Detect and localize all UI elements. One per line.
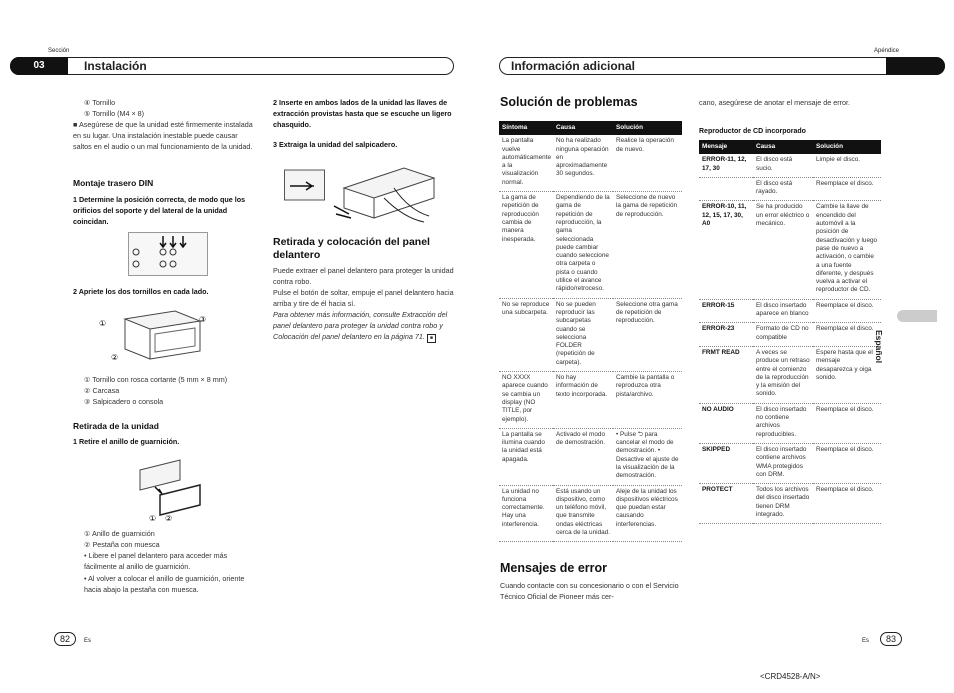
header-cause: Causa [553,121,613,135]
install-note: ■ Asegúrese de que la unidad esté firmemente instalada en su lugar. Una instalación inestable puede causar saltos en el audio o un mal funcionamiento de la unidad. [73,120,253,151]
cause-cell: El disco está rayado. [753,177,813,201]
cause-cell: El disco insertado aparece en blanco [753,299,813,323]
message-cell: PROTECT [699,484,753,524]
solution-cell: • Pulse ⮌ para cancelar el modo de demostración. • Desactive el ajuste de la visualización de la demostración. [613,428,682,485]
mount-holes-figure [128,232,208,276]
table-row [699,177,881,201]
cause-cell: Todos los archivos del disco insertado tienen DRM integrado. [753,484,813,524]
cause-cell: El disco insertado contiene archivos WMA protegidos con DRM. [753,443,813,483]
svg-text:③: ③ [199,315,207,324]
troubleshooting-table [499,121,682,542]
bullet-reattach-ring: • Al volver a colocar el anillo de guarnición, oriente hacia abajo la pestaña con muesca. [84,574,245,594]
table-row [499,298,682,371]
legend-item-4: ④ Tornillo [84,98,116,107]
svg-text:①: ① [149,514,157,523]
table-row [499,372,682,429]
message-cell: ERROR-10, 11, 12, 15, 17, 30, A0 [699,201,753,299]
cause-cell: Activado el modo de demostración. [553,428,613,485]
section-label: Sección [48,48,70,54]
solution-cell: Espere hasta que el mensaje desaparezca y oiga sonido. [813,346,881,403]
left-header-bar [10,57,454,75]
solution-cell: Cambie la llave de encendido del automóvil a la posición de desactivación y luego pase de nuevo a activación, o cambie a una fuente diferente, y después vuelva a activar el reproductor de CD. [813,201,881,299]
solution-cell: Realice la operación de nuevo. [613,135,682,191]
solution-cell: Limpie el disco. [813,154,881,177]
table-row [699,201,881,299]
svg-text:①: ① [99,319,107,328]
section-number: 03 [10,57,68,75]
troubleshooting-header-row [499,121,682,135]
cause-cell: El disco está sucio. [753,154,813,177]
language-tab [897,310,937,322]
svg-text:②: ② [165,514,173,523]
solution-cell: Seleccione de nuevo la gama de repetición de reproducción. [613,192,682,299]
table-row [499,485,682,542]
header-solution: Solución [813,140,881,154]
cd-player-title: Reproductor de CD incorporado [699,128,806,135]
error-header-row [699,140,881,154]
legend-item-5: ⑤ Tornillo (M4 × 8) [84,109,145,118]
left-col1-top [84,97,259,119]
solution-cell: Reemplace el disco. [813,323,881,347]
right-page-number: 83 [880,632,902,646]
header-cause: Causa [753,140,813,154]
screw-mount-figure [95,304,215,364]
mount-legend [84,374,259,407]
symptom-cell: NO XXXX aparece cuando se cambia un display (NO TITLE, por ejemplo). [499,372,553,429]
panel-title: Retirada y colocación del panel delantero [273,236,430,261]
header-symptom: Síntoma [499,121,553,135]
left-page-title: Instalación [84,59,147,73]
end-mark: ■ [427,334,436,343]
symptom-cell: No se reproduce una subcarpeta. [499,298,553,371]
symptom-cell: La pantalla se ilumina cuando la unidad está apagada. [499,428,553,485]
table-row [699,403,881,443]
cause-cell: Está usando un dispositivo, como un teléfono móvil, que transmite ondas eléctricas cerca de la unidad. [553,485,613,542]
header-message: Mensaje [699,140,753,154]
error-messages-title: Mensajes de error [500,561,607,575]
appendix-label: Apéndice [874,48,900,54]
montaje-step-2: 2 Apriete los dos tornillos en cada lado. [73,287,209,296]
message-cell: ERROR-23 [699,323,753,347]
solution-cell: Reemplace el disco. [813,484,881,524]
right-header-tab [886,57,945,75]
troubleshooting-title: Solución de problemas [500,95,638,109]
trim-bullets [84,550,260,595]
table-row [699,154,881,177]
trim-legend [84,528,259,550]
legend-dashboard: ③ Salpicadero o consola [84,397,164,406]
message-cell: ERROR-11, 12, 17, 30 [699,154,753,177]
extraction-keys-figure [284,158,442,226]
language-tab-label: Español [874,330,884,364]
left-page-number: 82 [54,632,76,646]
legend-trim-ring: ① Anillo de guarnición [84,529,155,538]
panel-para-1: Puede extraer el panel delantero para proteger la unidad contra robo. [273,266,454,286]
legend-housing: ② Carcasa [84,386,120,395]
bullet-release-panel: • Libere el panel delantero para acceder más fácilmente al anillo de guarnición. [84,551,228,571]
cause-cell: El disco insertado no contiene archivos reproducibles. [753,403,813,443]
message-cell: ERROR-15 [699,299,753,323]
message-cell [699,177,753,201]
legend-screw: ① Tornillo con rosca cortante (5 mm × 8 mm) [84,375,228,384]
extract-step-3: 3 Extraiga la unidad del salpicadero. [273,140,398,149]
panel-para-3: Para obtener más información, consulte Extracción del panel delantero para proteger la unidad contra robo y Colocación del panel delantero en la página 71. [273,310,448,341]
cause-cell: No ha realizado ninguna operación en aproximadamente 30 segundos. [553,135,613,191]
table-row [699,484,881,524]
cause-cell: No se pueden reproducir las subcarpetas cuando se selecciona FOLDER (repetición de carpeta). [553,298,613,371]
header-solution: Solución [613,121,682,135]
legend-notched-tab: ② Pestaña con muesca [84,540,160,549]
cause-cell: No hay información de texto incorporada. [553,372,613,429]
right-lang-code: Es [862,638,870,644]
cause-cell: Se ha producido un error eléctrico o mecánico. [753,201,813,299]
svg-text:②: ② [111,353,119,362]
message-cell: SKIPPED [699,443,753,483]
table-row [699,443,881,483]
table-row [699,323,881,347]
panel-para-2: Pulse el botón de soltar, empuje el panel delantero hacia arriba y tire de él hacia sí. [273,288,454,308]
symptom-cell: La unidad no funciona correctamente. Hay una interferencia. [499,485,553,542]
right-page-title: Información adicional [511,59,636,73]
panel-text [273,265,455,343]
symptom-cell: La pantalla vuelve automáticamente a la visualización normal. [499,135,553,191]
left-lang-code: Es [84,638,92,644]
error-messages-table [699,140,881,524]
solution-cell: Reemplace el disco. [813,299,881,323]
solution-cell: Cambie la pantalla o reproduzca otra pista/archivo. [613,372,682,429]
message-cell: FRMT READ [699,346,753,403]
retirada-title: Retirada de la unidad [73,421,159,431]
solution-cell: Seleccione otra gama de repetición de reproducción. [613,298,682,371]
solution-cell: Reemplace el disco. [813,443,881,483]
table-row [499,135,682,191]
cause-cell: Dependiendo de la gama de repetición de reproducción, la gama seleccionada puede cambiar cuando seleccione otra carpeta o pista o cuando utilice el avance rápido/retroceso. [553,192,613,299]
table-row [499,428,682,485]
table-row [699,346,881,403]
error-messages-intro: Cuando contacte con su concesionario o con el Servicio Técnico Oficial de Pioneer más cer- [500,581,679,601]
table-row [499,192,682,299]
extract-step-2: 2 Inserte en ambos lados de la unidad las llaves de extracción provistas hasta que se escuche un ligero chasquido. [273,98,452,129]
table-row [699,299,881,323]
montaje-step-1: 1 Determine la posición correcta, de modo que los orificios del soporte y del lateral de la unidad coincidan. [73,195,246,226]
trim-ring-figure [135,455,215,525]
solution-cell: Aleje de la unidad los dispositivos eléctricos que puedan estar causando interferencias. [613,485,682,542]
error-intro-continued: cano, asegúrese de anotar el mensaje de error. [699,98,851,107]
montaje-title: Montaje trasero DIN [73,178,154,188]
solution-cell: Reemplace el disco. [813,177,881,201]
solution-cell: Reemplace el disco. [813,403,881,443]
symptom-cell: La gama de repetición de reproducción cambia de manera inesperada. [499,192,553,299]
cause-cell: Formato de CD no compatible [753,323,813,347]
message-cell: NO AUDIO [699,403,753,443]
retirada-step-1: 1 Retire el anillo de guarnición. [73,437,180,446]
cause-cell: A veces se produce un retraso entre el comienzo de la reproducción y la emisión del sonido. [753,346,813,403]
document-code: <CRD4528-A/N> [760,672,821,681]
